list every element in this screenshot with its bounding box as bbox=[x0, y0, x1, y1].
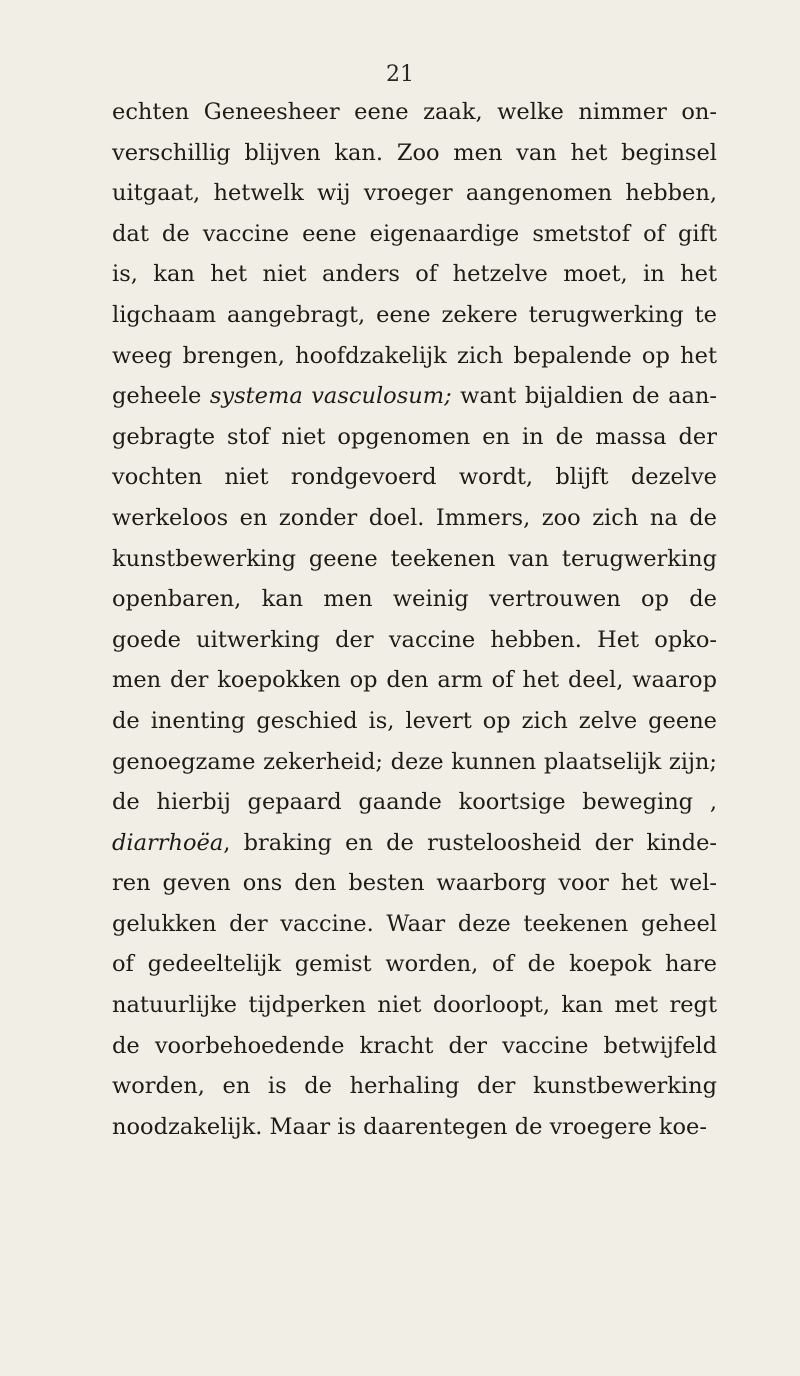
text-segment: verschillig blijven kan. Zoo men van het beginsel bbox=[112, 139, 717, 166]
text-segment: of gedeeltelijk gemist worden, of de koepok hare bbox=[112, 951, 717, 978]
text-line bbox=[112, 701, 717, 742]
text-segment: ren geven ons den besten waarborg voor het wel- bbox=[112, 870, 717, 897]
text-segment: uitgaat, hetwelk wij vroeger aangenomen hebben, bbox=[112, 180, 717, 207]
text-line bbox=[112, 457, 717, 498]
text-segment: de inenting geschied is, levert op zich zelve geene bbox=[112, 707, 717, 734]
text-segment: geheele bbox=[112, 383, 210, 410]
text-segment: de voorbehoedende kracht der vaccine betwijfeld bbox=[112, 1032, 717, 1059]
text-segment: vochten niet rondgevoerd wordt, blijft dezelve bbox=[112, 464, 717, 491]
text-segment: noodzakelijk. Maar is daarentegen de vroegere koe- bbox=[112, 1113, 707, 1140]
text-segment: werkeloos en zonder doel. Immers, zoo zich na de bbox=[112, 504, 717, 531]
text-segment: openbaren, kan men weinig vertrouwen op de bbox=[112, 586, 717, 613]
text-line bbox=[112, 92, 717, 133]
text-segment: echten Geneesheer eene zaak, welke nimmer on- bbox=[112, 99, 717, 125]
text-line bbox=[112, 985, 717, 1026]
text-line bbox=[112, 579, 717, 620]
text-segment: kunstbewerking geene teekenen van terugwerking bbox=[112, 545, 717, 572]
text-segment: weeg brengen, hoofdzakelijk zich bepalende op het bbox=[112, 342, 717, 369]
text-line bbox=[112, 498, 717, 539]
text-segment: dat de vaccine eene eigenaardige smetstof of gift bbox=[112, 220, 717, 247]
text-line bbox=[112, 336, 717, 377]
text-segment: natuurlijke tijdperken niet doorloopt, kan met regt bbox=[112, 992, 717, 1019]
text-segment: is, kan het niet anders of hetzelve moet, in het bbox=[112, 261, 717, 288]
text-segment: ligchaam aangebragt, eene zekere terugwerking te bbox=[112, 301, 717, 328]
text-line bbox=[112, 376, 717, 417]
text-line bbox=[112, 214, 717, 255]
text-segment: gebragte stof niet opgenomen en in de massa der bbox=[112, 423, 717, 450]
text-segment: de hierbij gepaard gaande koortsige beweging , bbox=[112, 789, 717, 816]
text-line bbox=[112, 660, 717, 701]
italic-text: systema vasculosum; bbox=[209, 383, 452, 410]
text-line bbox=[112, 539, 717, 580]
text-line bbox=[112, 417, 717, 458]
text-segment: want bijaldien de aan- bbox=[451, 383, 717, 410]
text-line bbox=[112, 133, 717, 174]
text-segment: , braking en de rusteloosheid der kinde- bbox=[223, 829, 717, 856]
text-line bbox=[112, 782, 717, 823]
text-line bbox=[112, 1026, 717, 1067]
page-number: 21 bbox=[386, 62, 414, 87]
text-line bbox=[112, 863, 717, 904]
text-line bbox=[112, 295, 717, 336]
body-text bbox=[112, 92, 717, 1147]
text-line bbox=[112, 620, 717, 661]
text-segment: men der koepokken op den arm of het deel, waarop bbox=[112, 667, 717, 694]
text-line bbox=[112, 1107, 717, 1148]
text-line bbox=[112, 904, 717, 945]
text-line bbox=[112, 823, 717, 864]
text-segment: worden, en is de herhaling der kunstbewerking bbox=[112, 1073, 717, 1100]
text-line bbox=[112, 944, 717, 985]
text-line bbox=[112, 1066, 717, 1107]
text-segment: genoegzame zekerheid; deze kunnen plaatselijk zijn; bbox=[112, 748, 717, 775]
italic-text: diarrhoëa bbox=[112, 829, 224, 856]
text-line bbox=[112, 742, 717, 783]
text-line bbox=[112, 254, 717, 295]
text-line bbox=[112, 173, 717, 214]
text-segment: gelukken der vaccine. Waar deze teekenen geheel bbox=[112, 910, 717, 937]
text-segment: goede uitwerking der vaccine hebben. Het opko- bbox=[112, 626, 717, 653]
